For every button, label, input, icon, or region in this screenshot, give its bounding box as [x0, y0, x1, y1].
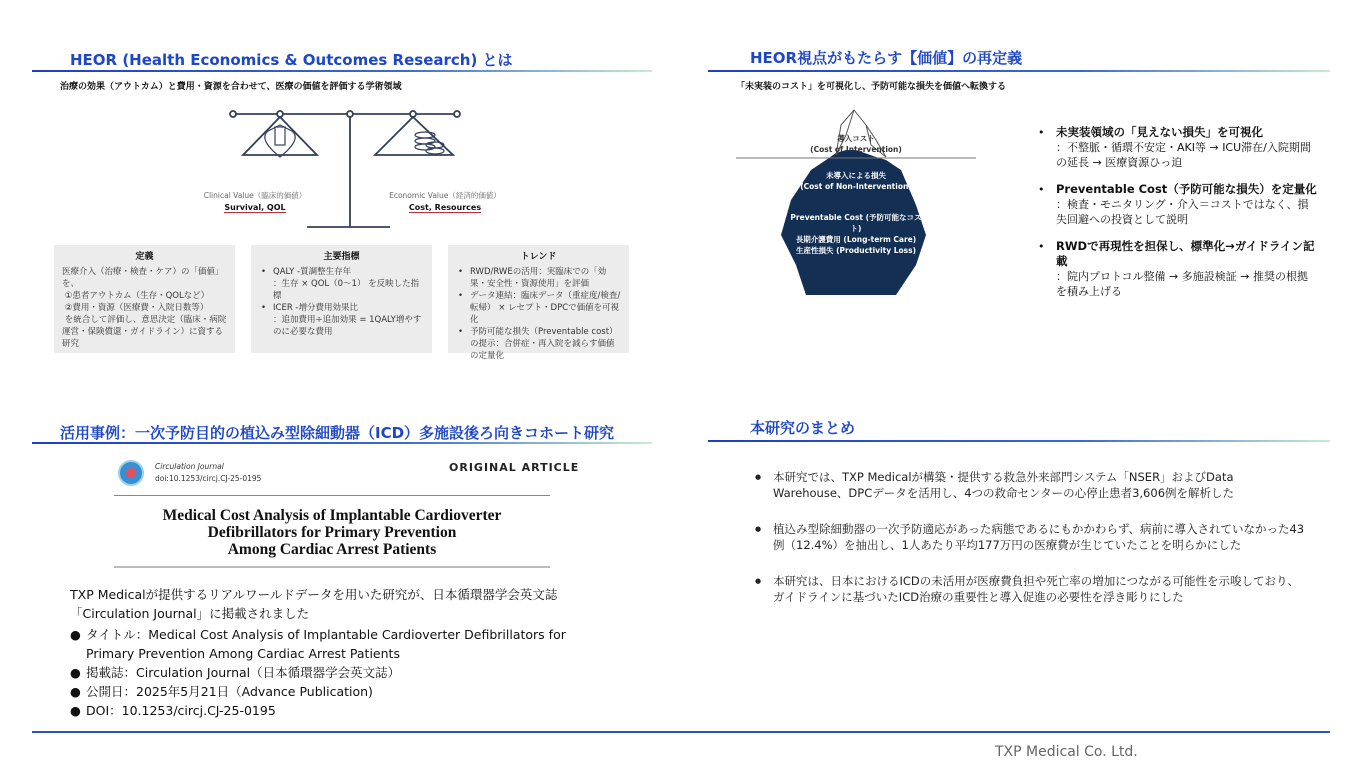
case-intro: TXP Medicalが提供するリアルワールドデータを用いた研究が、日本循環器学会英文誌「Circulation Journal」に掲載されました: [70, 587, 558, 621]
section-title-case: 活用事例：一次予防目的の植込み型除細動器（ICD）多施設後ろ向きコホート研究: [60, 424, 615, 442]
article-type: ORIGINAL ARTICLE: [449, 461, 580, 474]
paper-title-line: Medical Cost Analysis of Implantable Cardioverter: [162, 507, 502, 524]
footer-divider: [32, 731, 1330, 733]
paper-title-line: Among Cardiac Arrest Patients: [227, 541, 437, 558]
card-body: 医療介入（治療・検査・ケア）の「価値」を、 ①患者アウトカム（生存・QOLなど） ②費用・資源（医療費・入院日数等） を統合して評価し、意思決定（臨床・病院運営・保険償還・ガイドライン）に資する研究: [62, 267, 227, 349]
iceberg-mid-label-en: (Cost of Non-Intervention): [800, 182, 912, 191]
bullet-item: [1038, 182, 1318, 227]
bullet-body: ：検査・モニタリング・介入＝コストではなく、損失回避への投資として説明: [1056, 198, 1309, 226]
economic-value-label: Economic Value（経済的価値）: [389, 191, 501, 200]
card-item: • RWD/RWEの活用：実臨床での「効果・安全性・資源使用」を評価: [456, 266, 621, 290]
card-title: 主要指標: [323, 252, 360, 262]
iceberg-low-label: 長期介護費用 (Long-term Care): [795, 235, 917, 244]
paper-title: [114, 507, 550, 558]
iceberg-top-label: 導入コスト: [837, 134, 875, 143]
iceberg-low-label: Preventable Cost (予防可能なコスト): [790, 213, 922, 233]
detail-journal: 掲載誌：Circulation Journal（日本循環器学会英文誌）: [86, 665, 401, 680]
divider: [114, 566, 550, 568]
section-subtitle: 治療の効果（アウトカム）と費用・資源を合わせて、医療の価値を評価する学術領域: [60, 82, 402, 92]
section-title-heor: HEOR (Health Economics & Outcomes Research) とは: [70, 51, 513, 69]
title-underline: [708, 440, 1330, 442]
summary-item: ● 植込み型除細動器の一次予防適応があった病態であるにもかかわらず、病前に導入されていなかった43例（12.4%）を抽出し、1人あたり平均177万円の医療費が生じていたことを明らかにした: [755, 521, 1310, 553]
bullet-item: [1038, 125, 1318, 170]
card-title: 定義: [135, 252, 154, 262]
bullet-body: ：院内プロトコル整備 → 多施設検証 → 推奨の根拠を積み上げる: [1056, 270, 1308, 298]
card-definition: [54, 245, 235, 353]
bullet-item: [1038, 239, 1318, 299]
summary-list: [755, 469, 1310, 625]
section-subtitle: 「未実装のコスト」を可視化し、予防可能な損失を価値へ転換する: [736, 82, 1007, 92]
detail-date: 公開日：2025年5月21日（Advance Publication): [86, 684, 373, 699]
journal-doi: doi:10.1253/circj.CJ-25-0195: [155, 474, 262, 483]
card-item: • データ連結：臨床データ（重症度/検査/転帰） × レセプト・DPCで価値を可視化: [456, 290, 621, 326]
journal-logo-icon: [118, 460, 144, 486]
iceberg-top-label-en: (Cost of Intervention): [810, 145, 902, 154]
clinical-value-label: Clinical Value（臨床的価値）: [203, 191, 307, 200]
card-item: • ICER -増分費用効果比 ：追加費用÷追加効果 = 1QALY増やすのに必要な費用: [259, 302, 424, 338]
economic-value: Cost, Resources: [408, 203, 482, 212]
detail-title: タイトル：Medical Cost Analysis of Implantable Cardioverter Defibrillators for Primary Prevention Among Cardiac Arrest Patients: [86, 627, 566, 661]
value-bullets: [1038, 125, 1318, 311]
journal-name: Circulation Journal: [155, 462, 224, 471]
clinical-value: Survival, QOL: [224, 203, 286, 212]
title-underline: [708, 70, 1330, 72]
summary-item: ● 本研究は、日本におけるICDの未活用が医療費負担や死亡率の増加につながる可能性を示唆しており、ガイドラインに基づいたICD治療の重要性と導入促進の必要性を浮き彫りにした: [755, 573, 1310, 605]
case-description: TXP Medicalが提供するリアルワールドデータを用いた研究が、日本循環器学会英文誌「Circulation Journal」に掲載されました ● タイトル：Medical Cost Analysis of Implantable Cardioverter Defibrillators for Primary Prevention Among Cardiac Arrest Patients ● 掲載誌：Circulation Journal（日本循環器学会英文誌） ● 公開日：2025年5月21日（Advance Publication) ● DOI：10.1253/circj.CJ-25-0195: [70, 585, 610, 720]
bullet-heading: • RWDで再現性を担保し、標準化→ガイドライン記載: [1056, 239, 1315, 268]
card-title: トレンド: [520, 252, 557, 262]
iceberg-low-label: 生産性損失 (Productivity Loss): [795, 246, 917, 255]
paper-title-line: Defibrillators for Primary Prevention: [207, 524, 457, 541]
card-key-metrics: [251, 245, 432, 353]
card-item: • QALY -質調整生存年 ：生存 × QOL（0〜1） を反映した指標: [259, 266, 424, 302]
bullet-body: ：不整脈・循環不安定・AKI等 → ICU滞在/入院期間の延長 → 医療資源ひっ迫: [1056, 141, 1311, 169]
bullet-heading: • Preventable Cost（予防可能な損失）を定量化: [1056, 182, 1317, 196]
section-title-value: HEOR視点がもたらす【価値】の再定義: [750, 49, 1023, 67]
detail-doi[interactable]: DOI：10.1253/circj.CJ-25-0195: [86, 703, 276, 718]
card-item: • 予防可能な損失（Preventable cost）の提示：合併症・再入院を減らす価値の定量化: [456, 326, 621, 362]
section-title-summary: 本研究のまとめ: [750, 419, 856, 437]
title-underline: [32, 442, 652, 444]
title-underline: [32, 70, 652, 72]
card-trends: [448, 245, 629, 361]
bullet-heading: • 未実装領域の「見えない損失」を可視化: [1056, 125, 1263, 139]
iceberg-mid-label: 未導入による損失: [826, 171, 886, 180]
divider: [114, 495, 550, 496]
summary-item: ● 本研究では、TXP Medicalが構築・提供する救急外来部門システム「NSER」およびData Warehouse、DPCデータを活用し、4つの救命センターの心停止患者3,606例を解析した: [755, 469, 1310, 501]
footer-company: TXP Medical Co. Ltd.: [995, 744, 1138, 760]
